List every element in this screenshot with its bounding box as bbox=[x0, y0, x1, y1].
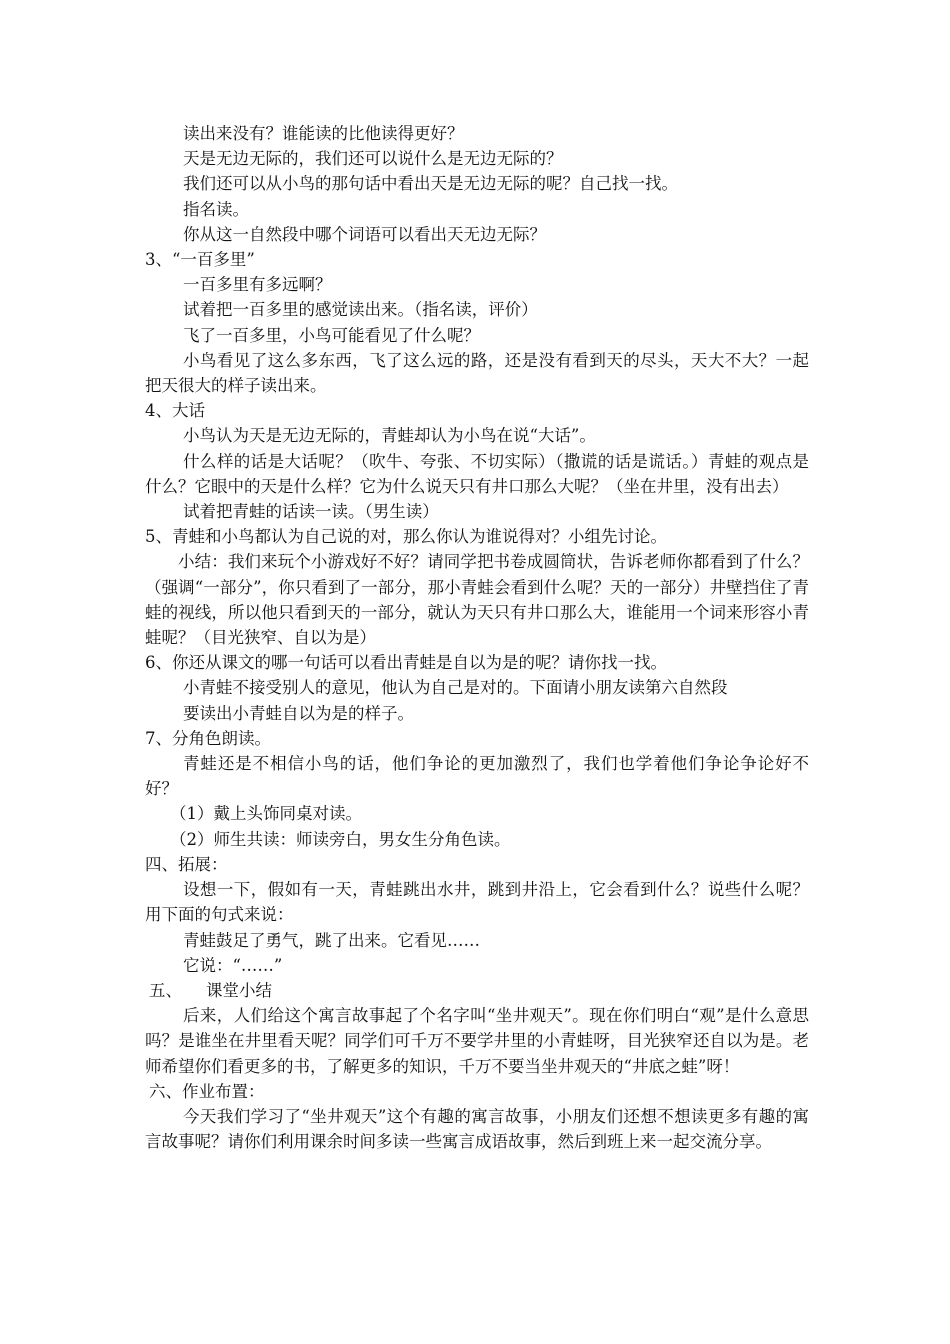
section-heading: 3、“一百多里” bbox=[145, 250, 255, 270]
text-line: 它说：“……” bbox=[183, 955, 283, 975]
list-item: （2）师生共读：师读旁白，男女生分角色读。 bbox=[170, 829, 511, 849]
section-heading: 4、大话 bbox=[145, 401, 205, 421]
text-line: 你从这一自然段中哪个词语可以看出天无边无际？ bbox=[183, 224, 546, 244]
section-heading: 四、拓展： bbox=[145, 854, 228, 874]
section-heading: 6、你还从课文的哪一句话可以看出青蛙是自以为是的呢？请你找一找。 bbox=[145, 653, 667, 673]
text-line: 读出来没有？谁能读的比他读得更好？ bbox=[183, 124, 464, 143]
paragraph: 后来，人们给这个寓言故事起了个名字叫“坐井观天”。现在你们明白“观”是什么意思吗？是谁坐在井里看天呢？同学们可千万不要学井里的小青蛙呀，目光狭窄还自以为是。老师希望你们看更多的书，了解更多的知识，千万不要当坐井观天的“井底之蛙”呀！ bbox=[145, 1006, 809, 1076]
section-number: 五、 bbox=[149, 980, 182, 1000]
text-line: 飞了一百多里，小鸟可能看见了什么呢？ bbox=[183, 325, 480, 345]
text-line: 指名读。 bbox=[183, 199, 249, 219]
text-line: 要读出小青蛙自以为是的样子。 bbox=[183, 703, 414, 723]
section-heading: 7、分角色朗读。 bbox=[145, 728, 271, 748]
list-item: （1）戴上头饰同桌对读。 bbox=[170, 804, 362, 824]
section-title: 课堂小结 bbox=[206, 980, 272, 1000]
text-line: 一百多里有多远啊？ bbox=[183, 275, 332, 295]
paragraph: 什么样的话是大话呢？（吹牛、夸张、不切实际）（撒谎的话是谎话。）青蛙的观点是什么？它眼中的天是什么样？它为什么说天只有井口那么大呢？（坐在井里，没有出去） bbox=[145, 451, 809, 496]
text-line: 我们还可以从小鸟的那句话中看出天是无边无际的呢？自己找一找。 bbox=[183, 174, 678, 194]
text-line: 小鸟认为天是无边无际的，青蛙却认为小鸟在说“大话”。 bbox=[183, 426, 596, 446]
paragraph: 青蛙还是不相信小鸟的话，他们争论的更加激烈了，我们也学着他们争论争论好不好？ bbox=[145, 754, 809, 799]
paragraph: 小结：我们来玩个小游戏好不好？请同学把书卷成圆筒状，告诉老师你都看到了什么？（强调“一部分”，你只看到了一部分，那小青蛙会看到什么呢？天的一部分）井壁挡住了青蛙的视线，所以他只看到天的一部分，就认为天只有井口那么大，谁能用一个词来形容小青蛙呢？（目光狭窄、自以为是） bbox=[145, 552, 809, 648]
paragraph: 今天我们学习了“坐井观天”这个有趣的寓言故事，小朋友们还想不想读更多有趣的寓言故事呢？请你们利用课余时间多读一些寓言成语故事，然后到班上来一起交流分享。 bbox=[145, 1106, 809, 1152]
document-body bbox=[145, 121, 809, 1154]
paragraph: 小鸟看见了这么多东西，飞了这么远的路，还是没有看到天的尽头，天大不大？一起把天很大的样子读出来。 bbox=[145, 350, 809, 396]
section-heading bbox=[145, 978, 809, 1003]
paragraph: 设想一下，假如有一天，青蛙跳出水井，跳到井沿上，它会看到什么？说些什么呢？用下面的句式来说： bbox=[145, 880, 809, 925]
text-line: 青蛙鼓足了勇气，跳了出来。它看见…… bbox=[183, 930, 480, 950]
text-line: 试着把一百多里的感觉读出来。（指名读，评价） bbox=[183, 300, 538, 320]
text-line: 小青蛙不接受别人的意见，他认为自己是对的。下面请小朋友读第六自然段 bbox=[183, 678, 728, 698]
text-line: 天是无边无际的，我们还可以说什么是无边无际的？ bbox=[183, 149, 563, 169]
section-heading: 六、作业布置： bbox=[149, 1081, 265, 1101]
text-line: 试着把青蛙的话读一读。（男生读） bbox=[183, 502, 439, 522]
section-heading: 5、青蛙和小鸟都认为自己说的对，那么你认为谁说得对？小组先讨论。 bbox=[145, 527, 667, 547]
